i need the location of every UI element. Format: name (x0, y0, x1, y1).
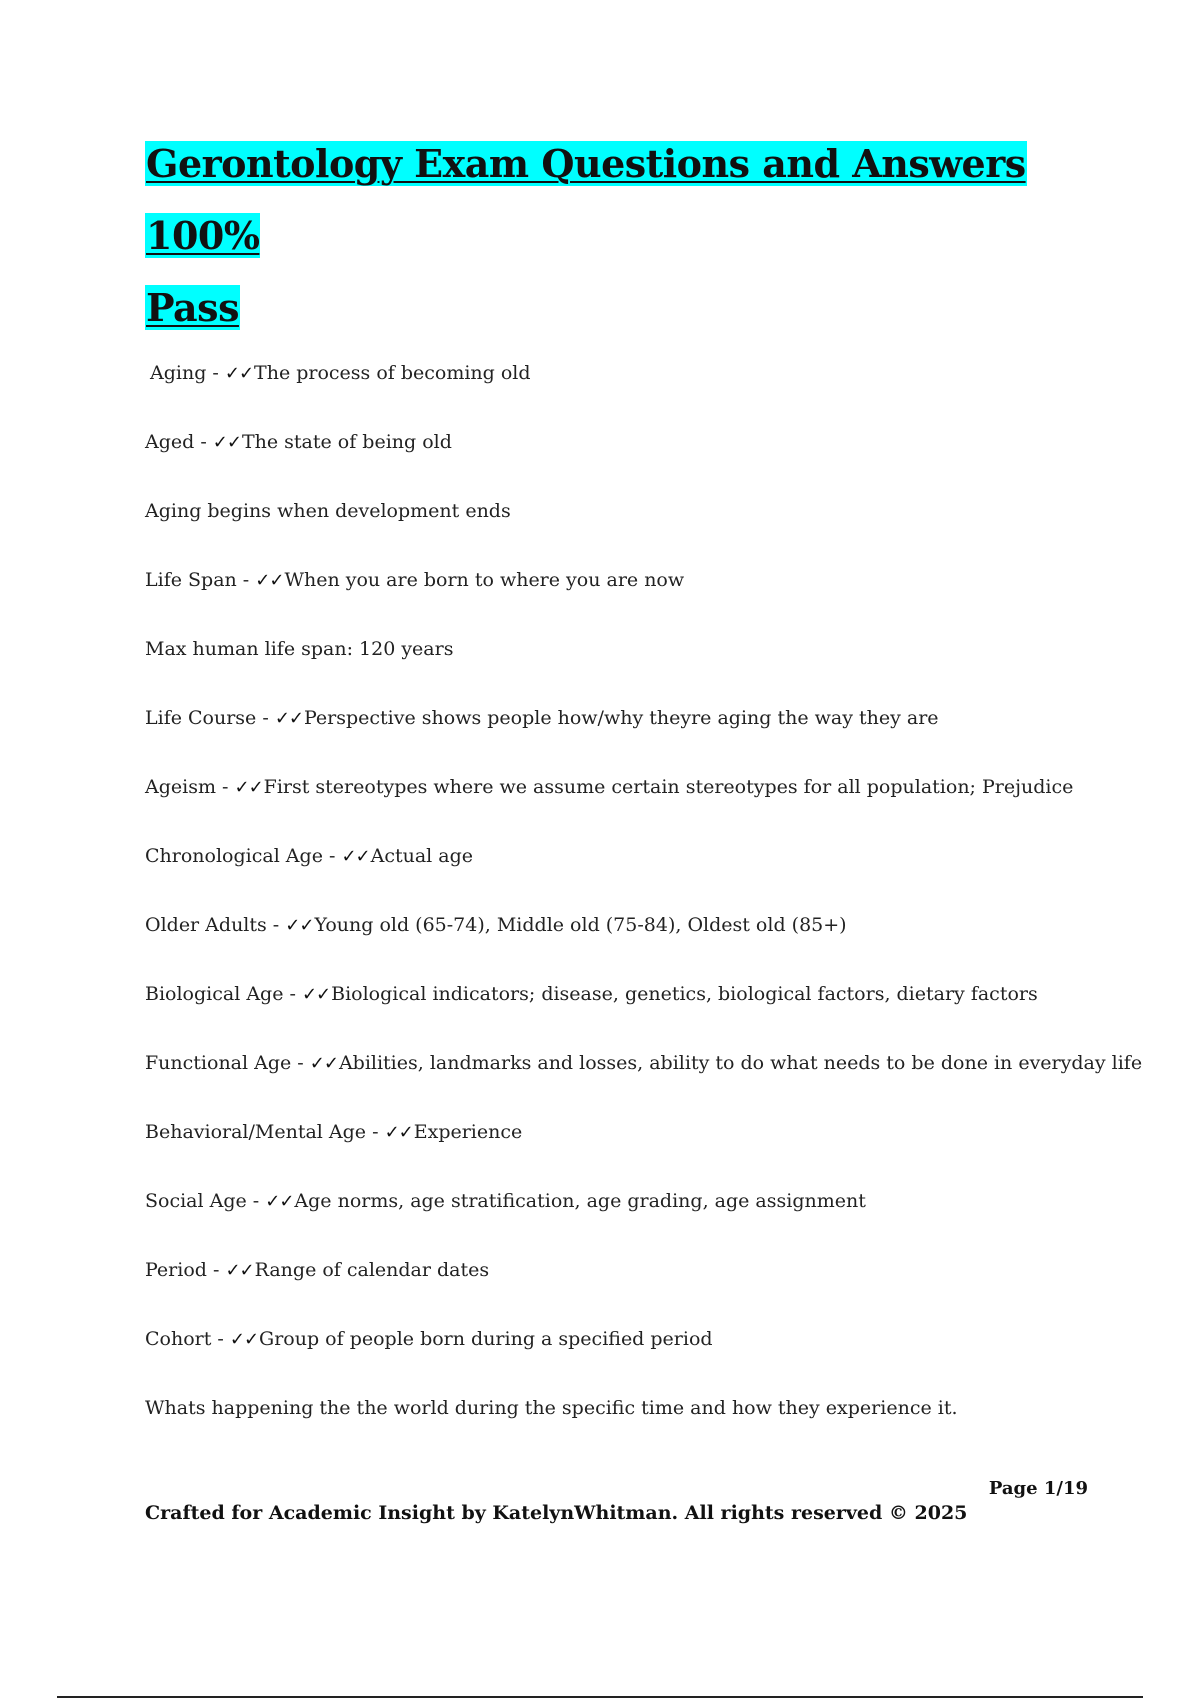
qa-entry (145, 1185, 1105, 1254)
entry-definition: First stereotypes where we assume certain stereotypes for all population; Prejudice (263, 776, 1074, 798)
qa-entry (145, 1323, 1105, 1392)
entry-term: Functional Age - (145, 1052, 310, 1074)
entry-term: Older Adults - (145, 914, 286, 936)
entry-definition: Young old (65-74), Middle old (75-84), Oldest old (85+) (314, 914, 847, 936)
entry-term: Cohort - (145, 1328, 230, 1350)
entry-definition: Biological indicators; disease, genetics, biological factors, dietary factors (331, 983, 1038, 1005)
entry-definition: When you are born to where you are now (284, 569, 685, 591)
entry-definition: Perspective shows people how/why theyre aging the way they are (303, 707, 939, 729)
entry-term: Aged - (145, 431, 213, 453)
entry-definition: Experience (413, 1121, 523, 1143)
qa-entry (145, 840, 1105, 909)
entry-definition: Age norms, age stratification, age grading, age assignment (294, 1190, 866, 1212)
qa-entry (145, 1116, 1105, 1185)
qa-entry (145, 909, 1105, 978)
entry-definition: Actual age (370, 845, 474, 867)
double-check-icon: ✓✓ (309, 1053, 338, 1074)
page-bottom-divider (57, 1696, 1143, 1698)
double-check-icon: ✓✓ (255, 570, 284, 591)
entry-definition: Range of calendar dates (254, 1259, 490, 1281)
entry-term: Aging - (150, 362, 225, 384)
double-check-icon: ✓✓ (285, 915, 314, 936)
double-check-icon: ✓✓ (341, 846, 370, 867)
entry-term: Max human life span: 120 years (145, 638, 454, 660)
qa-entry (145, 702, 1105, 771)
entry-term: Biological Age - (145, 983, 302, 1005)
entry-term: Behavioral/Mental Age - (145, 1121, 385, 1143)
entry-definition: The state of being old (241, 431, 452, 453)
double-check-icon: ✓✓ (274, 708, 303, 729)
entry-term: Social Age - (145, 1190, 266, 1212)
qa-entry (145, 426, 1105, 495)
double-check-icon: ✓✓ (212, 432, 241, 453)
entry-term: Life Span - (145, 569, 256, 591)
double-check-icon: ✓✓ (224, 363, 254, 384)
double-check-icon: ✓✓ (225, 1260, 254, 1281)
title-highlight-line-1: Gerontology Exam Questions and Answers 100% (146, 141, 1026, 258)
qa-entry (145, 978, 1105, 1047)
qa-entry (145, 357, 1105, 426)
qa-entry (145, 1254, 1105, 1323)
page-number: Page 1/19 (988, 1478, 1088, 1499)
double-check-icon: ✓✓ (301, 984, 331, 1005)
entry-term: Life Course - (145, 707, 275, 729)
entry-definition: The process of becoming old (254, 362, 531, 384)
entry-definition: Abilities, landmarks and losses, ability to do what needs to be done in everyday life (338, 1052, 1143, 1074)
entry-term: Chronological Age - (145, 845, 342, 867)
qa-entry (145, 1392, 1105, 1461)
entry-term: Aging begins when development ends (145, 500, 511, 522)
double-check-icon: ✓✓ (229, 1329, 259, 1350)
qa-entry (145, 633, 1105, 702)
qa-entry (145, 1047, 1143, 1116)
double-check-icon: ✓✓ (384, 1122, 413, 1143)
footer-copyright: Crafted for Academic Insight by KatelynWhitman. All rights reserved © 2025 (145, 1502, 968, 1524)
qa-entry-list (145, 357, 1143, 1461)
qa-entry (145, 564, 1105, 633)
entry-definition: Group of people born during a specified period (259, 1328, 713, 1350)
title-highlight-line-2: Pass (146, 285, 239, 330)
qa-entry (145, 771, 1105, 840)
entry-term: Ageism - (145, 776, 235, 798)
document-title (145, 128, 1085, 344)
qa-entry (145, 495, 1105, 564)
double-check-icon: ✓✓ (265, 1191, 294, 1212)
entry-term: Whats happening the the world during the specific time and how they experience it. (145, 1397, 958, 1419)
double-check-icon: ✓✓ (234, 777, 263, 798)
entry-term: Period - (145, 1259, 226, 1281)
